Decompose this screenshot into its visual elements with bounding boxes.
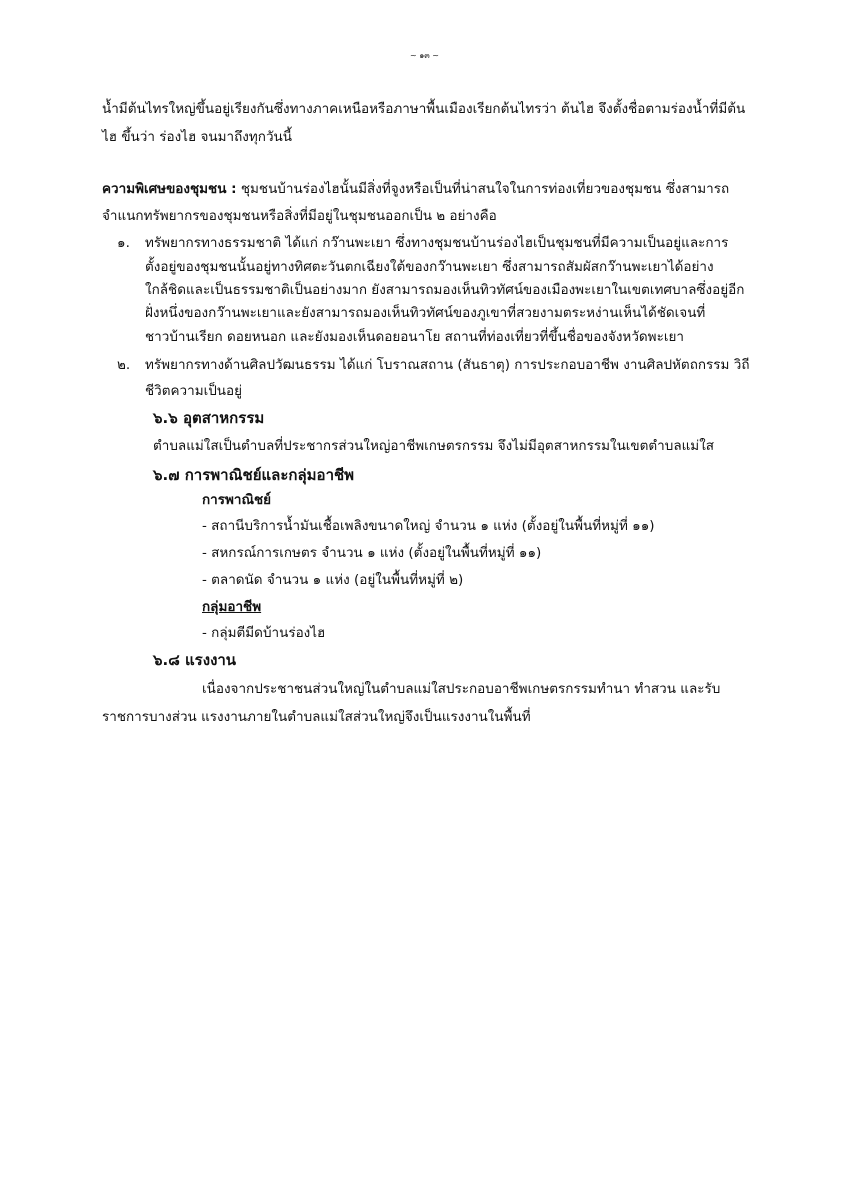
occupation-groups-heading: กลุ่มอาชีพ — [202, 599, 262, 615]
list-item-line: ตั้งอยู่ของชุมชนนั้นอยู่ทางทิศตะวันตกเฉียงใต้ของกว๊านพะเยา ซึ่งสามารถสัมผัสกว๊านพะเยาได้อย่าง — [145, 259, 714, 275]
commerce-item: - ตลาดนัด จำนวน ๑ แห่ง (อยู่ในพื้นที่หมู่ที่ ๒) — [202, 572, 464, 588]
commerce-item: - สหกรณ์การเกษตร จำนวน ๑ แห่ง (ตั้งอยู่ในพื้นที่หมู่ที่ ๑๑) — [202, 545, 542, 561]
list-item-line: ทรัพยากรทางด้านศิลปวัฒนธรรม ได้แก่ โบราณสถาน (สันธาตุ) การประกอบอาชีพ งานศิลปหัตถกรรม วิถี — [145, 357, 750, 373]
commerce-heading: การพาณิชย์ — [202, 492, 272, 508]
section-6-6-heading: ๖.๖ อุตสาหกรรม — [153, 409, 265, 427]
section-6-8-line-1: เนื่องจากประชาชนส่วนใหญ่ในตำบลแม่ใสประกอบอาชีพเกษตรกรรมทำนา ทำสวน และรับ — [202, 681, 721, 697]
intro-line-1: น้ำมีต้นไทรใหญ่ขึ้นอยู่เรียงกันซึ่งทางภาคเหนือหรือภาษาพื้นเมืองเรียกต้นไทรว่า ต้นไฮ จึงตั้งชื่อตามร่องน้ำที่มีต้น — [102, 101, 746, 117]
section-6-8-line-2: ราชการบางส่วน แรงงานภายในตำบลแม่ใสส่วนใหญ่จึงเป็นแรงงานในพื้นที่ — [102, 709, 531, 725]
special-line-2: จำแนกทรัพยากรของชุมชนหรือสิ่งที่มีอยู่ในชุมชนออกเป็น ๒ อย่างคือ — [102, 208, 497, 224]
list-item-line: ใกล้ชิดและเป็นธรรมชาติเป็นอย่างมาก ยังสามารถมองเห็นทิวทัศน์ของเมืองพะเยาในเขตเทศบาลซึ่งอยู่อีก — [145, 282, 745, 298]
section-6-6-text: ตำบลแม่ใสเป็นตำบลที่ประชากรส่วนใหญ่อาชีพเกษตรกรรม จึงไม่มีอุตสาหกรรมในเขตตำบลแม่ใส — [153, 438, 715, 454]
special-paragraph-line-1 — [102, 183, 729, 197]
section-6-7-heading: ๖.๗ การพาณิชย์และกลุ่มอาชีพ — [153, 466, 355, 484]
list-item-line: ทรัพยากรทางธรรมชาติ ได้แก่ กว๊านพะเยา ซึ่งทางชุมชนบ้านร่องไฮเป็นชุมชนที่มีความเป็นอยู่และการ — [145, 235, 729, 251]
list-item-line: ฝั่งหนึ่งของกว๊านพะเยาและยังสามารถมองเห็นทิวทัศน์ของภูเขาที่สวยงามตระหง่านเห็นได้ชัดเจนที่ — [145, 305, 706, 321]
list-item-line: ชาวบ้านเรียก ดอยหนอก และยังมองเห็นดอยอนาโย สถานที่ท่องเที่ยวที่ขึ้นชื่อของจังหวัดพะเยา — [145, 329, 684, 345]
section-6-8-heading: ๖.๘ แรงงาน — [153, 651, 237, 669]
page-number: ~ ๑๓ ~ — [409, 51, 440, 60]
special-line-1-text: ชุมชนบ้านร่องไฮนั้นมีสิ่งที่จูงหรือเป็นที่น่าสนใจในการท่องเที่ยวของชุมชน ซึ่งสามารถ — [236, 181, 730, 197]
list-item-number: ๑. — [117, 235, 130, 251]
special-heading: ความพิเศษของชุมชน : — [102, 181, 237, 197]
occupation-group-item: - กลุ่มตีมีดบ้านร่องไฮ — [202, 625, 326, 641]
list-item-line: ชีวิตความเป็นอยู่ — [145, 383, 243, 399]
intro-line-2: ไฮ ขึ้นว่า ร่องไฮ จนมาถึงทุกวันนี้ — [102, 129, 292, 145]
list-item-number: ๒. — [117, 357, 131, 373]
commerce-item: - สถานีบริการน้ำมันเชื้อเพลิงขนาดใหญ่ จำนวน ๑ แห่ง (ตั้งอยู่ในพื้นที่หมู่ที่ ๑๑) — [202, 518, 655, 534]
